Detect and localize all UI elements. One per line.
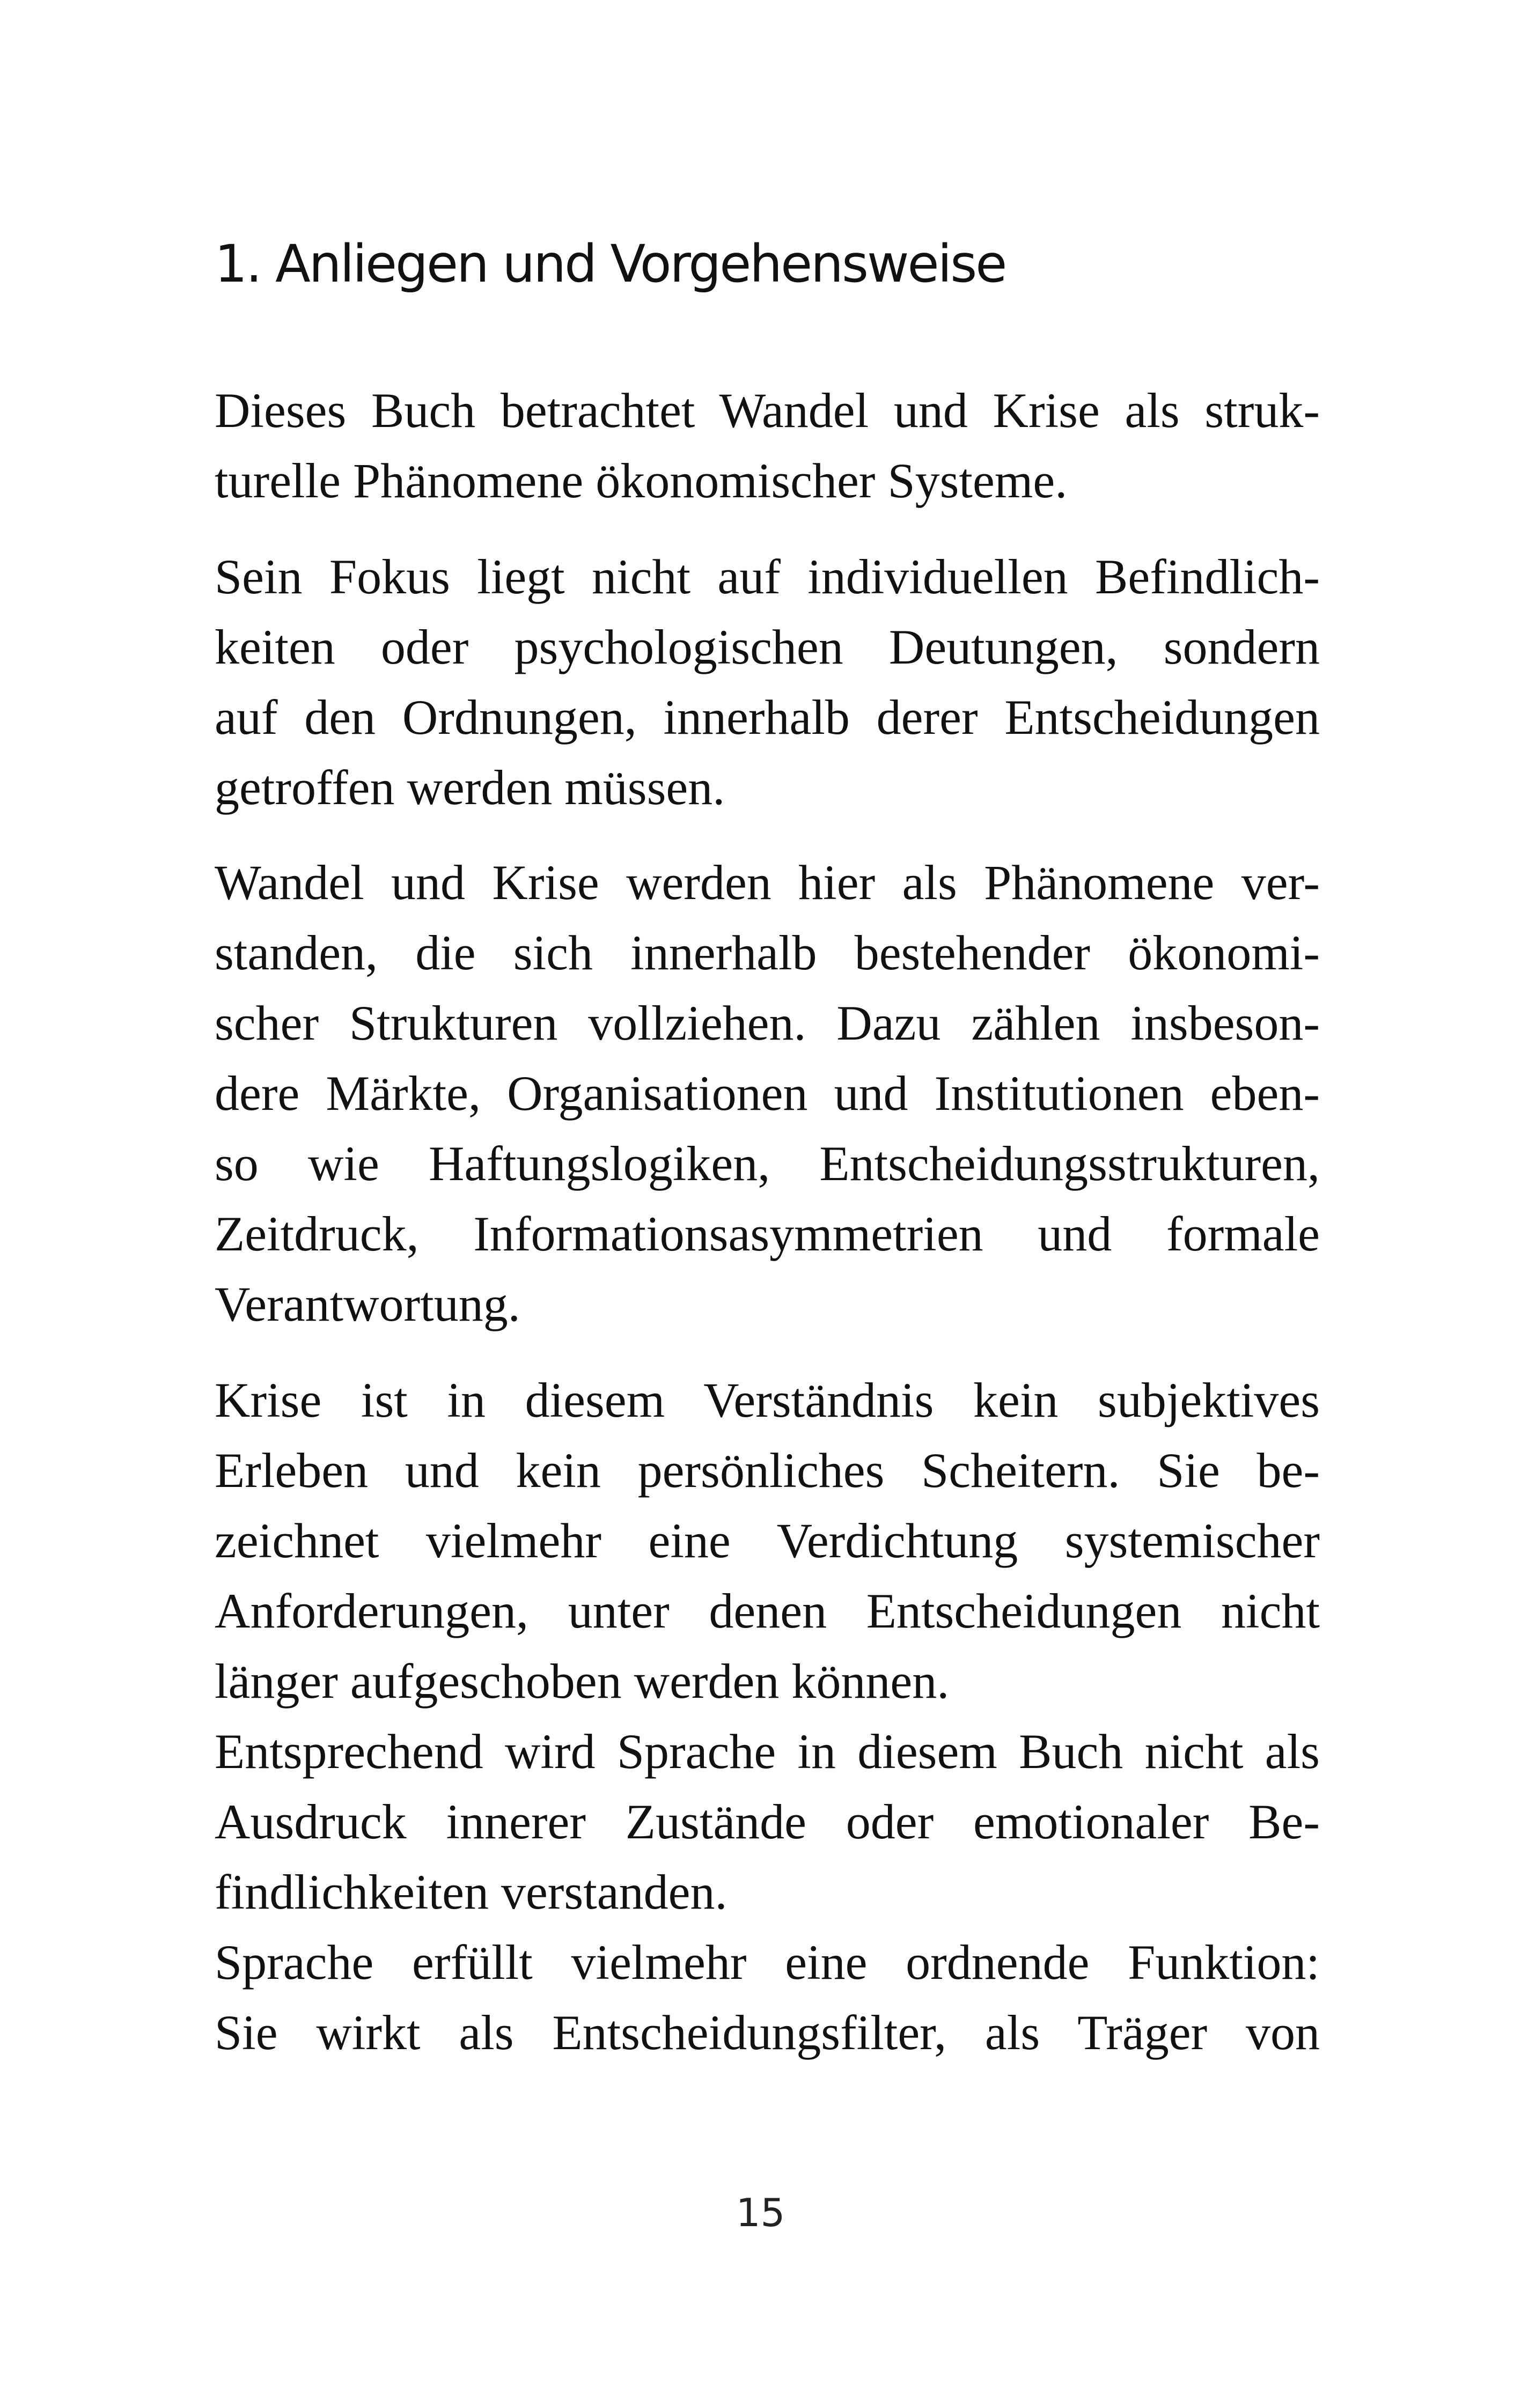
- paragraph-line: Sein Fokus liegt nicht auf individuellen Befindlich-: [215, 549, 1320, 604]
- paragraph-line: Entsprechend wird Sprache in diesem Buch nicht als: [215, 1724, 1320, 1779]
- paragraph-2: [215, 542, 1320, 823]
- paragraph-4: [215, 1365, 1320, 2068]
- paragraph-line: Zeitdruck, Informationsasymmetrien und formale: [215, 1206, 1320, 1261]
- paragraph-line: Verantwortung.: [215, 1277, 520, 1331]
- paragraph-line: findlichkeiten verstanden.: [215, 1865, 728, 1919]
- paragraph-line: länger aufgeschoben werden können.: [215, 1654, 950, 1709]
- paragraph-line: Krise ist in diesem Verständnis kein subjektives: [215, 1373, 1320, 1427]
- paragraph-line: auf den Ordnungen, innerhalb derer Entscheidungen: [215, 690, 1320, 745]
- paragraph-line: keiten oder psychologischen Deutungen, sondern: [215, 620, 1320, 674]
- paragraph-3: [215, 848, 1320, 1339]
- paragraph-line: Wandel und Krise werden hier als Phänomene ver-: [215, 855, 1320, 910]
- chapter-heading: 1. Anliegen und Vorgehensweise: [215, 234, 1006, 294]
- paragraph-line: turelle Phänomene ökonomischer Systeme.: [215, 453, 1068, 508]
- paragraph-line: getroffen werden müssen.: [215, 760, 725, 815]
- paragraph-1: [215, 375, 1320, 516]
- paragraph-line: zeichnet vielmehr eine Verdichtung systemischer: [215, 1513, 1320, 1568]
- paragraph-line: Dieses Buch betrachtet Wandel und Krise als struk-: [215, 383, 1320, 438]
- paragraph-line: Erleben und kein persönliches Scheitern. Sie be-: [215, 1443, 1320, 1498]
- paragraph-line: scher Strukturen vollziehen. Dazu zählen insbeson-: [215, 996, 1320, 1050]
- paragraph-line: Sie wirkt als Entscheidungsfilter, als Träger von: [215, 2005, 1320, 2060]
- page-number: 15: [736, 2190, 785, 2235]
- paragraph-line: Anforderungen, unter denen Entscheidungen nicht: [215, 1584, 1320, 1638]
- paragraph-line: Sprache erfüllt vielmehr eine ordnende Funktion:: [215, 1935, 1320, 1990]
- paragraph-line: so wie Haftungslogiken, Entscheidungsstrukturen,: [215, 1136, 1320, 1191]
- paragraph-line: Ausdruck innerer Zustände oder emotionaler Be-: [215, 1794, 1320, 1849]
- paragraph-line: standen, die sich innerhalb bestehender ökonomi-: [215, 925, 1320, 980]
- paragraph-line: dere Märkte, Organisationen und Institutionen eben-: [215, 1066, 1320, 1121]
